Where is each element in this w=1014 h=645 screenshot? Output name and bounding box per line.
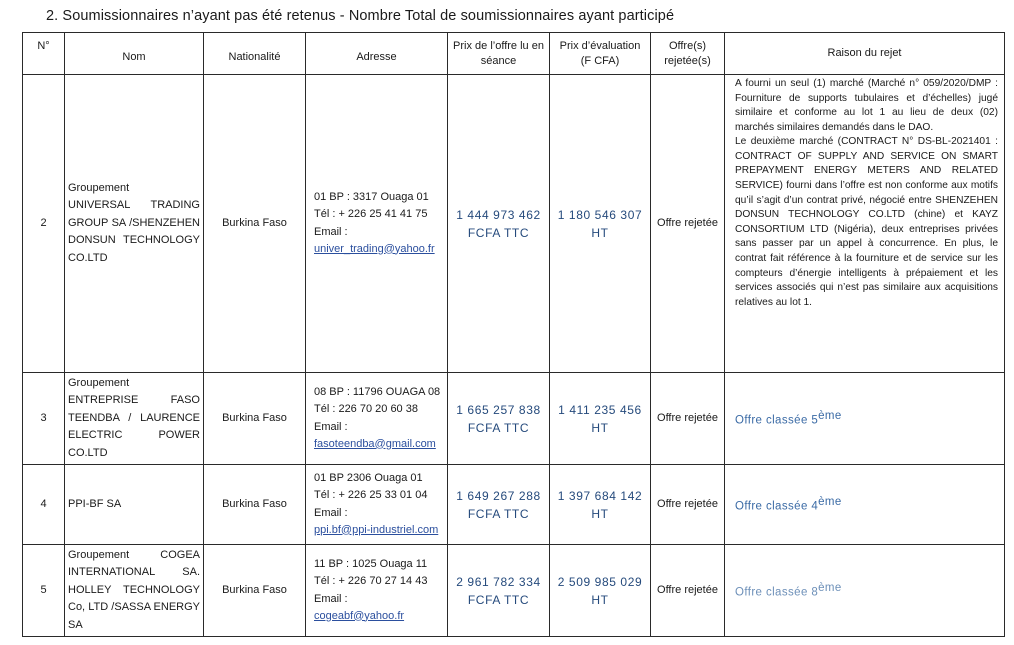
reason-paragraph: Le deuxième marché (CONTRACT N° DS-BL-2021401 : CONTRACT OF SUPPLY AND SERVICE ON SMART PREPAYMENT ENERGY METERS AND RELATED SERVICE) fourni dans l’offre est non conforme aux motifs qu’il s’agit d’un contrat privé, négocié entre SHENZEHEN DONSUN TECHNOLOGY CO.LTD (chine) et KAYZ CONSORTIUM LTD (Nigéria), deux entreprises privées sans passer par un appel à concurrence. En plus, le contrat fait référence à la fourniture et de service sur les compteurs d’énergie intelligents à prépaiement et les services associés qui n’est pas similaire aux acquisitions relatives au lot 1. [735,136,998,308]
rejection-reason [725,545,1005,637]
email-link[interactable]: fasoteendba@gmail.com [314,437,436,450]
price-value: 1 397 684 142 [557,488,643,503]
offer-status: Offre rejetée [651,373,725,465]
price-read [448,545,550,637]
rank-suffix: ème [818,496,842,509]
bidder-name-line: Groupement [68,376,130,389]
address-line: Tél : 226 70 20 60 38 [314,403,418,416]
email-label: Email : [314,592,348,605]
header-adresse: Adresse [306,33,448,75]
section-title: 2. Soumissionnaires n’ayant pas été retenus - Nombre Total de soumissionnaires ayant participé [46,8,675,24]
bidder-name-line: PPI-BF SA [68,497,122,510]
rank-text: Offre classée 8 [735,586,819,599]
table-header-row [23,33,1005,75]
price-eval [550,545,651,637]
email-link[interactable]: univer_trading@yahoo.fr [314,242,435,255]
email-link[interactable]: ppi.bf@ppi-industriel.com [314,523,439,536]
bidder-name-line: ENTREPRISE FASO TEENDBA / LAURENCE ELECTRIC POWER CO.LTD [68,394,200,459]
address-line: Email : [314,225,348,238]
price-value: 1 180 546 307 [557,207,643,222]
price-value: 1 444 973 462 [456,207,541,222]
email-link[interactable]: cogeabf@yahoo.fr [314,609,405,622]
price-eval [550,75,651,373]
address [306,75,448,373]
bidder-name-line: Groupement [68,181,130,194]
rank-text: Offre classée 5 [735,414,819,427]
nationality: Burkina Faso [204,465,306,545]
price-unit: FCFA TTC [467,592,530,607]
price-read [448,75,550,373]
address-line: Tél : + 226 25 33 01 04 [314,489,428,502]
price-read [448,373,550,465]
header-prix-eval: Prix d’évaluation (F CFA) [550,33,651,75]
address [306,465,448,545]
header-raison: Raison du rejet [725,33,1005,75]
price-value: 2 961 782 334 [456,574,541,589]
address-line: 11 BP : 1025 Ouaga 11 [314,558,428,571]
address-line: Tél : + 226 25 41 41 75 [314,208,428,221]
price-unit: HT [591,420,609,435]
price-unit: HT [591,592,609,607]
table-row [23,465,1005,545]
bidder-name [65,545,204,637]
offer-status: Offre rejetée [651,545,725,637]
rejection-reason [725,465,1005,545]
bidder-name-line: UNIVERSAL TRADING GROUP SA /SHENZEHEN DONSUN TECHNOLOGY CO.LTD [68,199,200,264]
row-num: 5 [23,545,65,637]
address-line: Tél : + 226 70 27 14 43 [314,575,428,588]
price-read [448,465,550,545]
offer-status: Offre rejetée [651,465,725,545]
header-nationalite: Nationalité [204,33,306,75]
table-row [23,373,1005,465]
rejected-bidders-table [22,32,1005,637]
table-row [23,545,1005,637]
address-line: 01 BP : 3317 Ouaga 01 [314,191,429,204]
address-line: Email : [314,420,348,433]
price-unit: FCFA TTC [467,225,530,240]
rejection-reason [725,75,1005,373]
address-line [314,591,444,625]
address [306,545,448,637]
address [306,373,448,465]
bidder-name [65,75,204,373]
rejection-reason [725,373,1005,465]
rank-text: Offre classée 4 [735,500,819,513]
table-row [23,75,1005,373]
price-value: 1 411 235 456 [558,402,642,417]
address-line: 08 BP : 11796 OUAGA 08 [314,386,441,399]
address-line: 01 BP 2306 Ouaga 01 [314,472,423,485]
rank-suffix: ème [818,410,842,423]
bidder-name [65,465,204,545]
row-num: 3 [23,373,65,465]
price-eval [550,373,651,465]
address-line: Email : [314,506,348,519]
nationality: Burkina Faso [204,545,306,637]
bidder-name [65,373,204,465]
header-nom: Nom [65,33,204,75]
row-num: 2 [23,75,65,373]
price-unit: HT [591,506,609,521]
price-eval [550,465,651,545]
price-value: 2 509 985 029 [557,574,643,589]
rank-suffix: ème [818,582,842,595]
price-value: 1 665 257 838 [456,402,541,417]
row-num: 4 [23,465,65,545]
nationality: Burkina Faso [204,373,306,465]
reason-paragraph: A fourni un seul (1) marché (Marché n° 059/2020/DMP : Fourniture de supports tubulaires et d’échelles) jugé similaire et conforme au lot 1 au lieu de deux (02) marchés similaires demandés dans le DAO. [735,78,998,133]
price-unit: FCFA TTC [467,506,530,521]
header-prix-lu: Prix de l’offre lu en séance [448,33,550,75]
bidder-name-line: Groupement COGEA INTERNATIONAL SA. HOLLEY TECHNOLOGY Co, LTD /SASSA ENERGY SA [68,548,200,631]
price-value: 1 649 267 288 [456,488,541,503]
header-num: N° [23,33,65,75]
nationality: Burkina Faso [204,75,306,373]
price-unit: FCFA TTC [467,420,530,435]
header-offre: Offre(s) rejetée(s) [651,33,725,75]
offer-status: Offre rejetée [651,75,725,373]
price-unit: HT [591,225,609,240]
